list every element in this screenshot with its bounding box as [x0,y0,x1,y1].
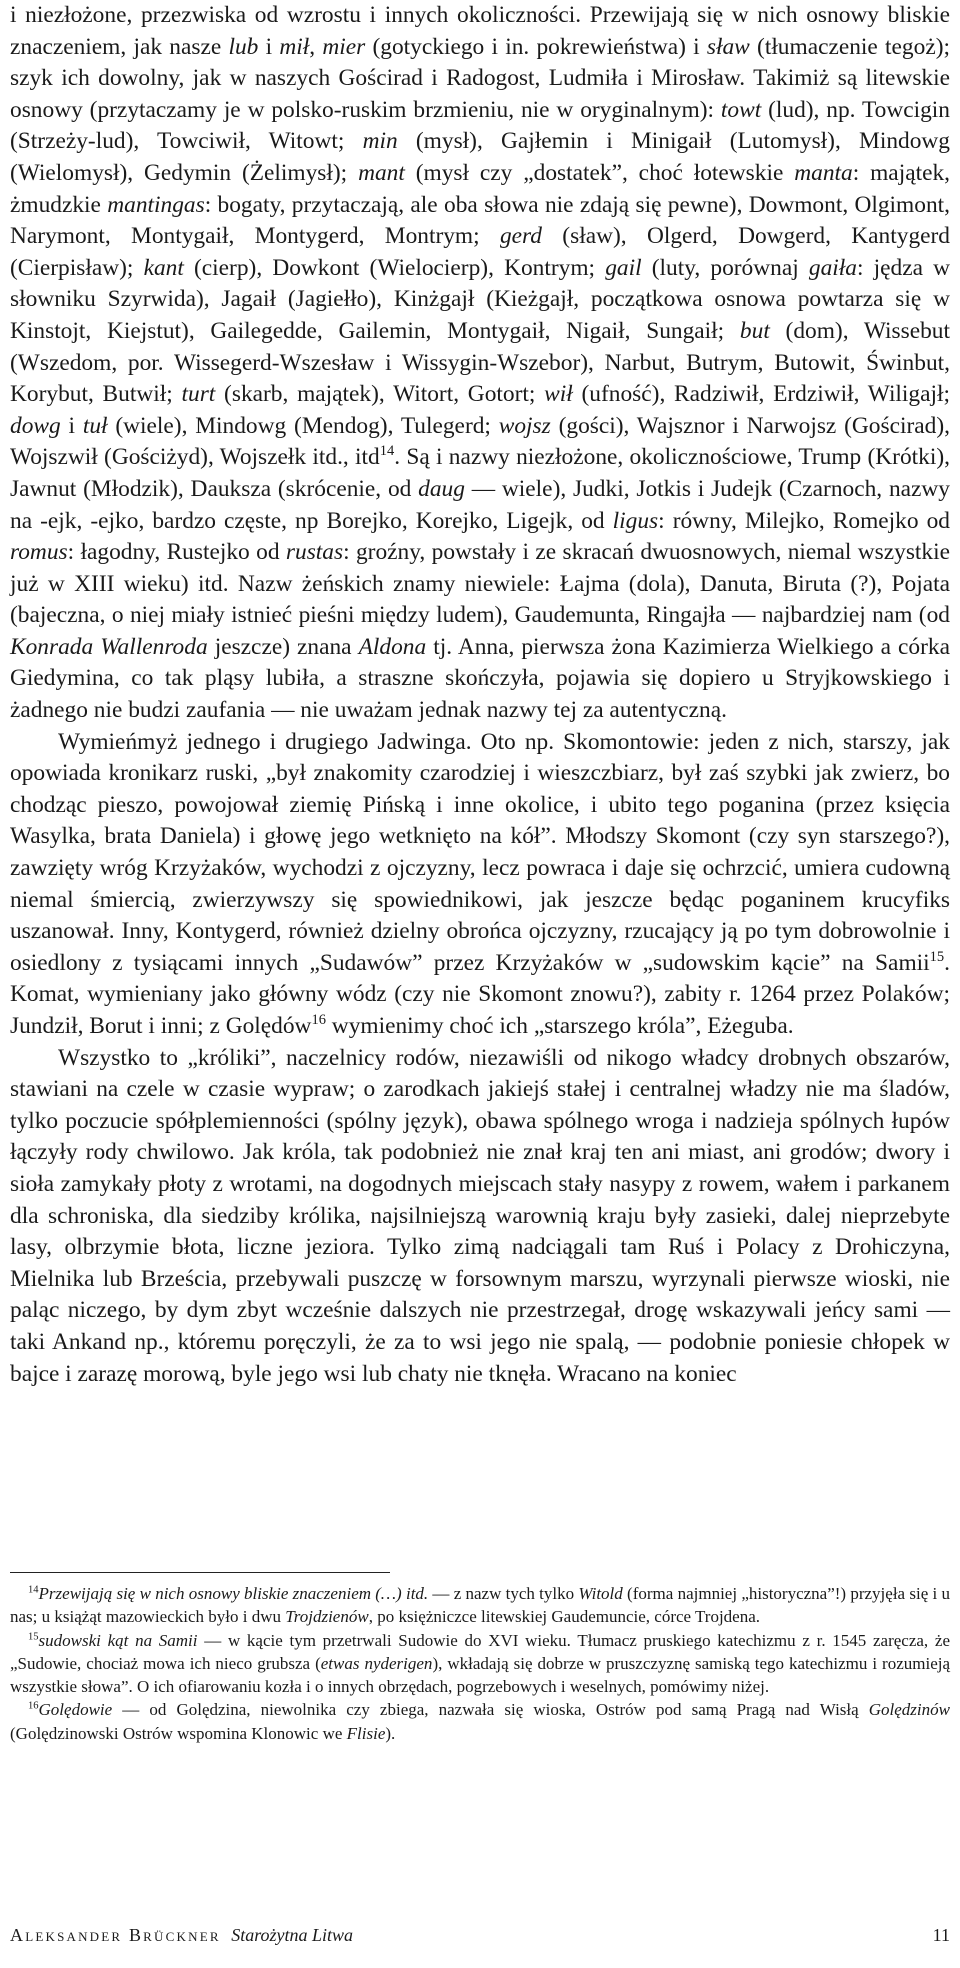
text-run: — w kącie tym przetrwali Sudowie do XVI wieku. Tłumacz pruskiego katechizmu z r. 1545 zaręcza, że „Sudowie, chociaż mowa ich nieco grubsza ( [10,1630,950,1673]
text-run: (mysł), Gajłemin i Minigaił (Lutomysł), Mindowg (Wielomysł), Gedymin (Żelimysł); [10,128,950,186]
italic-term: wojsz [498,412,551,439]
italic-term: Flisie [346,1723,386,1743]
text-run: (tłumaczenie tegoż); szyk ich dowolny, jak w naszych Gościrad i Radogost, Ludmiła i Mirosław. Takimiż są litewskie osnowy (przytaczamy je w polsko-ruskim brzmieniu, nie w oryginalnym): [10,33,950,123]
footnote-ref: 16 [311,1012,326,1029]
footnote [10,1629,950,1699]
footnote [10,1582,950,1629]
footer-author: Aleksander Brückner [10,1925,221,1945]
italic-term: romus [10,539,68,566]
italic-term: mant [358,159,405,186]
text-run: : jędza w słowniku Szyrwida), Jagaił (Jagiełło), Kinżgajł (Kieżgajł, początkowa osnowa powtarza się w Kinstojt, Kiejstut), Gailegedde, Gailemin, Montygaił, Nigaił, Sungaił; [10,254,950,344]
italic-term: Konrada Wallenroda [10,633,208,660]
italic-term: sław [706,33,750,60]
italic-term: dowg [10,412,61,439]
italic-term: ligus [612,507,659,534]
italic-term: wił [544,381,573,408]
text-run: — wiele), Judki, Jotkis i Judejk (Czarnoch, nazwy na -ejk, -ejko, bardzo częste, np Borejko, Korejko, Ligejk, od [10,475,951,534]
text-run: . Są i nazwy niezłożone, okolicznościowe, Trump (Krótki), Jawnut (Młodzik), Dauksza (skrócenie, od [10,444,950,502]
text-run: Wymieńmyż jednego i drugiego Jadwinga. Oto np. Skomontowie: jeden z nich, starszy, jak opowiada kronikarz ruski, „był znakomity czarodziej i wieszczbiarz, był zaś szybki jak zwierz, bo chodząc pieszo, powojował ziemię Pińską i inne okolice, i ubito tego poganina (przez księcia Wasylka, brata Daniela) i głowę jego wetknięto na kół”. Młodszy Skomont (czy syn starszego?), zawzięty wróg Krzyżaków, wychodzi z ojczyzny, lecz powraca i daje się ochrzcić, umiera cudowną niemal śmiercią, zwierzywszy się spowiednikowi, jak jeszcze będąc poganinem krucyfiks uszanował. Inny, Kontygerd, również dzielny obrońca ojczyzny, rzucający ją po tym dobrowolnie i osiedlony z tysiącami innych „Sudawów” przez Krzyżaków w „sudowskim kącie” na Samii [10,728,950,976]
text-run: (Golędzinowski Ostrów wspomina Klonowic we [10,1723,347,1743]
italic-term: lub [228,33,259,60]
footer-book-title: Starożytna Litwa [231,1925,354,1945]
text-run: (cierp), Dowkont (Wielocierp), Kontrym; [183,254,606,281]
italic-term: but [739,317,770,344]
text-run: ). [385,1723,396,1743]
footnote-ref: 15 [929,949,945,966]
italic-term: manta [794,159,853,186]
italic-term: Aldona [358,633,427,660]
text-run: i [258,33,280,60]
text-run: ), wkładają się dobrze w pruszczyznę samiską tego katechizmu i rozumieją wszystkie słowa”. O ich ofiarowaniu kozła i o innych obrzędach, pogrzebowych i weselnych, pomówimy niżej. [10,1653,951,1697]
text-run: Wszystko to „króliki”, naczelnicy rodów, niezawiśli od nikogo władcy drobnych obszarów, stawiani na czele w czasie wypraw; o zarodkach jakiejś stałej i centralnej władzy nie ma śladów, tylko poczucie spółplemienności (spólny język), obawa spólnego wroga i nadzieja spólnych łupów łączyły rody chwilowo. Jak króla, tak podobnież nie znał kraj ten ani miast, ani grodów; dwory i sioła zamykały płoty z wrotami, na dogodnych miejscach stały nasypy z rowem, wałem i parkanem dla schroniska, dla siedziby królika, najsilniejszą warownią kraju były zasieki, dalej nieprzebyte lasy, olbrzymie błota, liczne jeziora. Tylko zimą nadciągali tam Ruś i Polacy z Drohiczyna, Mielnika lub Brześcia, przebywali puszczę w forsownym marszu, wyrzynali pierwsze wioski, nie paląc niczego, by dym zbyt wcześnie dalszych nie przestrzegał, drogę wskazywali jeńcy sami — taki Ankand np., któremu poręczyli, że za to wsi jego nie spalą, — podobnie poniesie chłopek w bajce i zarazę morową, byle jego wsi lub chaty nie tknęła. Wracano na koniec [10,1044,950,1387]
text-run: (gotyckiego i in. pokrewieństwa) i [365,33,707,60]
text-run: (ufność), Radziwił, Erdziwił, Wiligajł; [572,381,951,408]
italic-term: tuł [82,412,108,439]
italic-term: Przewijają się w nich osnowy bliskie znaczeniem (…) itd. [38,1584,429,1603]
footnote-ref: 14 [28,1584,39,1596]
italic-term: towt [720,96,762,123]
footnote [10,1698,950,1745]
italic-term: gaiła [808,254,857,281]
text-run: tj. Anna, pierwsza żona Kazimierza Wielkiego a córka Giedymina, co tak pląsy lubiła, a straszne skończyła, pojawia się dopiero u Stryjkowskiego i żadnego nie budzi zaufania — nie uważam jednak nazwy tej za autentyczną. [10,633,950,724]
italic-term: Witold [578,1584,623,1603]
text-run: (luty, porównaj [641,254,809,281]
italic-term: sudowski kąt na Samii [38,1630,198,1650]
text-run: : groźny, powstały i ze skracań dwuosnowych, niemal wszystkie już w XIII wieku) itd. Nazw żeńskich znamy niewiele: Łajma (dola), Danuta, Biruta (?), Pojata (bajeczna, o niej miały istnieć pieśni między ludem), Gaudemunta, Ringajła — najbardziej nam (od [10,539,950,629]
text-run: (gości), Wajsznor i Narwojsz (Gościrad), Wojszwił (Gościżyd), Wojszełk itd., itd [10,412,950,471]
text-run: (sław), Olgerd, Dowgerd, Kantygerd (Cierpisław); [10,223,951,281]
italic-term: etwas nyderigen [320,1653,433,1673]
text-run: jeszcze) znana [207,633,359,660]
italic-term: daug [418,475,465,502]
text-run: (forma najmniej „historyczna”!) przyjęła się i u nas; u książąt mazowieckich było i dwu [10,1584,950,1627]
italic-term: rustas [285,539,344,566]
italic-term: Golędowie [38,1700,113,1720]
italic-term: turt [181,381,216,408]
page-footer [10,1925,950,1955]
footnotes [10,1582,950,1745]
text-run: : łagodny, Rustejko od [67,539,286,566]
text-run: (wiele), Mindowg (Mendog), Tulegerd; [107,412,499,439]
text-run: i niezłożone, przezwiska od wzrostu i innych okoliczności. Przewijają się w nich osnowy bliskie znaczeniem, jak nasze [10,2,950,60]
paragraph [10,727,950,1043]
italic-term: Trojdzienów [285,1607,369,1627]
text-run: : bogaty, przytaczają, ale oba słowa nie zdają się pewne), Dowmont, Olgimont, Narymont, Montygaił, Montygerd, Montrym; [10,191,950,250]
page-number: 11 [932,1925,950,1945]
italic-term: kant [143,254,184,281]
italic-term: mił [279,33,310,60]
footnote-ref: 15 [28,1630,39,1642]
italic-term: gail [605,254,642,281]
footnote-ref: 16 [28,1700,39,1712]
body-text [10,0,950,1390]
italic-term: mantingas [107,191,205,218]
italic-term: gerd [499,223,542,250]
text-run: , [309,33,323,60]
text-run: : równy, Milejko, Romejko od [658,507,950,534]
text-run: : majątek, żmudzkie [10,159,950,218]
italic-term: Golędzinów [868,1700,950,1720]
paragraph [10,0,950,727]
text-run: (skarb, majątek), Witort, Gotort; [215,381,545,408]
text-run: i [60,412,83,439]
text-run: . Komat, wymieniany jako główny wódz (czy nie Skomont znowu?), zabity r. 1264 przez Polaków; Jundził, Borut i inni; z Golędów [10,949,950,1039]
italic-term: mier [322,33,366,60]
text-run: , po księżniczce litewskiej Gaudemuncie, córce Trojdena. [368,1607,761,1627]
text-run: — od Golędzina, niewolnika czy zbiega, nazwała się wioska, Ostrów pod samą Pragą nad Wisłą [112,1700,869,1720]
text-run: (mysł czy „dostatek”, choć łotewskie [404,159,795,186]
text-run: (lud), np. Towcigin (Strzeży-lud), Towciwił, Witowt; [10,96,951,155]
text-run: — z nazw tych tylko [428,1584,579,1603]
text-run: wymienimy choć ich „starszego króla”, Eżeguba. [325,1013,794,1039]
footnote-separator [10,1572,390,1573]
footnote-ref: 14 [379,443,395,460]
text-run: (dom), Wissebut (Wszedom, por. Wissegerd-Wszesław i Wissygin-Wszebor), Narbut, Butrym, Butowit, Świnbut, Korybut, Butwił; [10,317,950,408]
italic-term: min [362,128,398,155]
paragraph [10,1043,950,1391]
